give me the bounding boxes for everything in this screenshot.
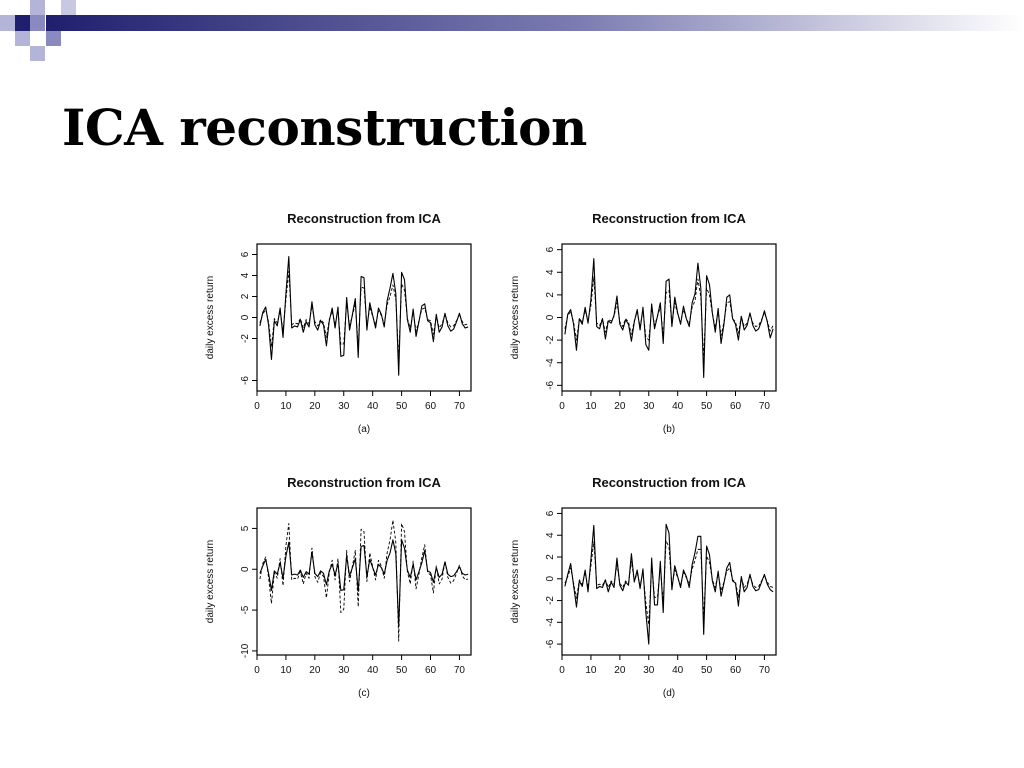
x-tick-label: 10 [280,401,292,412]
x-tick-label: 50 [396,401,408,412]
x-tick-label: 0 [559,401,565,412]
x-tick-label: 40 [367,665,379,676]
x-tick-label: 30 [643,665,655,676]
x-tick-label: 0 [559,665,565,676]
x-tick-label: 70 [453,665,465,676]
x-tick-label: 30 [338,665,350,676]
y-axis-label: daily excess return [510,539,521,624]
y-tick-label: -4 [545,617,556,627]
x-tick-label: 60 [729,665,742,676]
header-gradient-bar [46,15,1024,31]
y-tick-label: 6 [240,251,251,258]
y-tick-label: -2 [545,596,556,606]
x-tick-label: 40 [367,401,379,412]
header-square [15,15,30,31]
series-line-solid [565,524,773,644]
x-tick-label: 50 [396,665,408,676]
slide-title: ICA reconstruction [62,98,587,157]
y-tick-label: 2 [240,293,251,300]
chart-c [190,466,490,716]
series-line-dashed [260,520,468,641]
y-tick-label: 4 [240,272,251,279]
y-tick-label: 4 [545,269,556,276]
x-tick-label: 20 [309,401,321,412]
series-line-solid [565,259,773,378]
y-tick-label: -6 [240,376,251,385]
x-tick-label: 20 [309,665,321,676]
header-square [61,0,76,15]
chart-caption: (c) [358,688,370,699]
header-square [15,31,30,46]
series-line-solid [260,257,468,376]
y-tick-label: 0 [240,566,251,573]
x-tick-label: 20 [614,401,626,412]
chart-panel-a [190,202,490,452]
x-tick-label: 50 [701,665,713,676]
y-tick-label: -10 [240,643,251,659]
y-tick-label: -6 [545,639,556,649]
y-tick-label: -5 [240,605,251,615]
header-square [30,15,45,31]
x-tick-label: 20 [614,665,626,676]
chart-caption: (a) [357,424,371,435]
header-square [30,0,45,15]
chart-title: Reconstruction from ICA [287,475,441,490]
y-tick-label: -4 [545,358,556,368]
y-tick-label: -6 [545,380,556,390]
x-tick-label: 60 [424,401,437,412]
chart-b [495,202,795,452]
x-tick-label: 10 [280,665,292,676]
x-tick-label: 70 [453,401,465,412]
x-tick-label: 40 [672,665,684,676]
x-tick-label: 70 [758,665,770,676]
x-tick-label: 60 [729,401,742,412]
header-square [46,31,61,46]
y-tick-label: 4 [545,532,556,539]
plot-frame [257,508,471,655]
x-tick-label: 40 [672,401,684,412]
y-tick-label: 6 [545,510,556,517]
chart-d [495,466,795,716]
y-axis-label: daily excess return [205,275,216,360]
y-tick-label: 2 [545,554,556,560]
header-square [30,46,45,61]
x-tick-label: 30 [338,401,350,412]
y-axis-label: daily excess return [510,275,521,360]
x-tick-label: 70 [758,401,770,412]
header-square [0,0,15,15]
chart-panel-c [190,466,490,716]
chart-caption: (d) [662,688,676,699]
y-tick-label: 0 [545,575,556,582]
y-tick-label: 0 [545,314,556,321]
chart-panel-b [495,202,795,452]
x-tick-label: 10 [585,665,597,676]
y-tick-label: 0 [240,314,251,321]
chart-title: Reconstruction from ICA [592,475,746,490]
x-tick-label: 50 [701,401,713,412]
series-line-solid [260,540,468,627]
header-square [0,15,15,31]
y-tick-label: 2 [545,292,556,298]
x-tick-label: 60 [424,665,437,676]
x-tick-label: 0 [254,401,260,412]
chart-title: Reconstruction from ICA [592,211,746,226]
x-tick-label: 30 [643,401,655,412]
y-tick-label: 6 [545,246,556,253]
chart-panel-d [495,466,795,716]
chart-a [190,202,490,452]
y-tick-label: 5 [240,525,251,532]
y-tick-label: -2 [545,335,556,345]
y-axis-label: daily excess return [205,539,216,624]
chart-caption: (b) [662,424,676,435]
x-tick-label: 0 [254,665,260,676]
header-decoration [0,0,1024,64]
chart-title: Reconstruction from ICA [287,211,441,226]
y-tick-label: -2 [240,334,251,343]
x-tick-label: 10 [585,401,597,412]
